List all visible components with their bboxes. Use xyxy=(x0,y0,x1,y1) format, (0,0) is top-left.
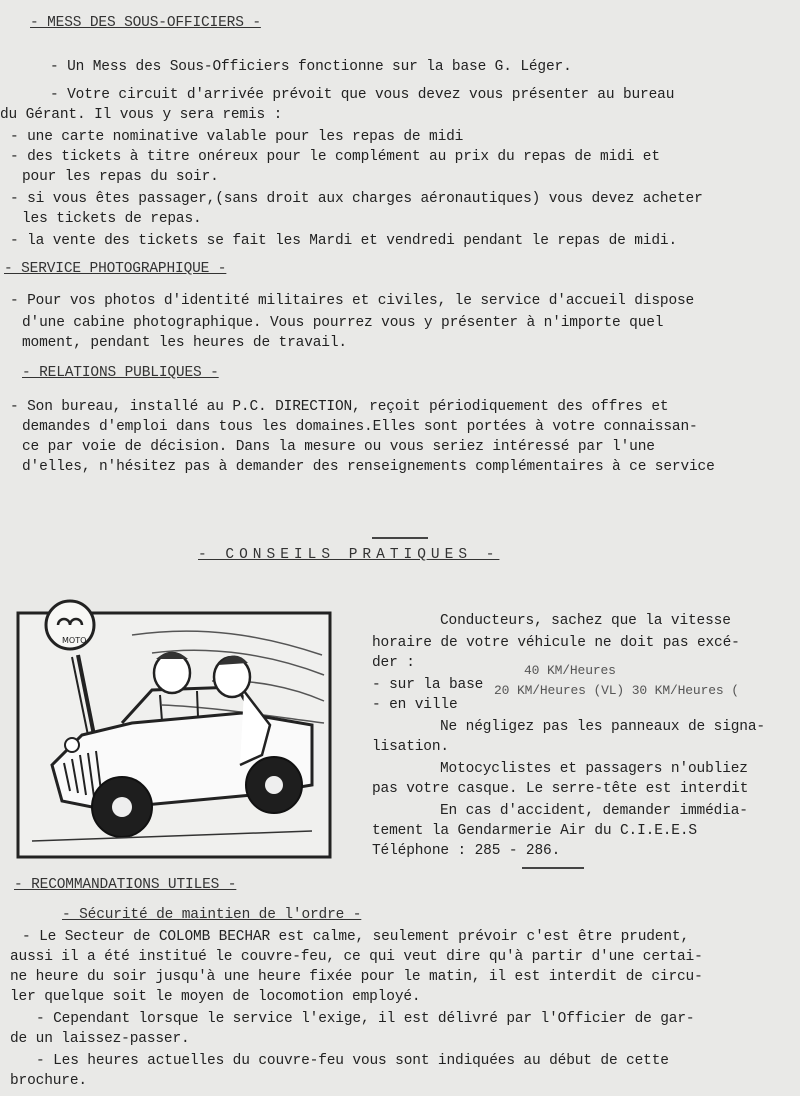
heading-mess: - MESS DES SOUS-OFFICIERS - xyxy=(30,15,261,31)
mess-line-1: - Un Mess des Sous-Officiers fonctionne sur la base G. Léger. xyxy=(50,59,572,75)
relations-line-3: ce par voie de décision. Dans la mesure ou vous seriez intéressé par l'une xyxy=(22,439,655,455)
conseils-line-9: pas votre casque. Le serre-tête est interdit xyxy=(372,781,749,797)
relations-line-2: demandes d'emploi dans tous les domaines.Elles sont portées à votre connaissan- xyxy=(22,419,698,435)
reco-line-1: - Le Secteur de COLOMB BECHAR est calme, seulement prévoir c'est être prudent, xyxy=(22,929,690,945)
conseils-line-11: tement la Gendarmerie Air du C.I.E.E.S xyxy=(372,823,697,839)
speed-ville: 20 KM/Heures (VL) 30 KM/Heures ( xyxy=(494,683,739,698)
conseils-line-12: Téléphone : 285 - 286. xyxy=(372,843,561,859)
conseils-line-8: Motocyclistes et passagers n'oubliez xyxy=(440,761,748,777)
conseils-line-5: - en ville xyxy=(372,697,458,713)
conseils-line-7: lisation. xyxy=(372,739,449,755)
mess-line-5: - des tickets à titre onéreux pour le complément au prix du repas de midi et xyxy=(10,149,660,165)
relations-line-4: d'elles, n'hésitez pas à demander des renseignements complémentaires à ce service xyxy=(22,459,715,475)
conseils-line-10: En cas d'accident, demander immédia- xyxy=(440,803,748,819)
reco-line-2: aussi il a été institué le couvre-feu, ce qui veut dire qu'à partir d'une certai- xyxy=(10,949,703,965)
reco-line-8: brochure. xyxy=(10,1073,87,1089)
driving-cartoon-illustration xyxy=(12,595,338,863)
mess-line-4: - une carte nominative valable pour les repas de midi xyxy=(10,129,464,145)
heading-ornament xyxy=(370,534,430,542)
section-ornament xyxy=(520,864,586,872)
heading-relations: - RELATIONS PUBLIQUES - xyxy=(22,365,219,381)
mess-line-8: les tickets de repas. xyxy=(22,211,202,227)
conseils-line-4: - sur la base xyxy=(372,677,484,693)
conseils-line-1: Conducteurs, sachez que la vitesse xyxy=(440,613,731,629)
reco-line-5: - Cependant lorsque le service l'exige, il est délivré par l'Officier de gar- xyxy=(36,1011,695,1027)
heading-photo: - SERVICE PHOTOGRAPHIQUE - xyxy=(4,261,227,277)
conseils-line-3: der : xyxy=(372,655,415,671)
heading-recommandations: - RECOMMANDATIONS UTILES - xyxy=(14,877,237,893)
reco-line-7: - Les heures actuelles du couvre-feu vous sont indiquées au début de cette xyxy=(36,1053,669,1069)
speed-base: 40 KM/Heures xyxy=(524,663,616,678)
photo-line-3: moment, pendant les heures de travail. xyxy=(22,335,347,351)
conseils-line-2: horaire de votre véhicule ne doit pas excé- xyxy=(372,635,740,651)
reco-line-6: de un laissez-passer. xyxy=(10,1031,190,1047)
mess-line-9: - la vente des tickets se fait les Mardi et vendredi pendant le repas de midi. xyxy=(10,233,678,249)
relations-line-1: - Son bureau, installé au P.C. DIRECTION, reçoit périodiquement des offres et xyxy=(10,399,669,415)
reco-line-4: ler quelque soit le moyen de locomotion employé. xyxy=(10,989,421,1005)
conseils-line-6: Ne négligez pas les panneaux de signa- xyxy=(440,719,765,735)
mess-line-6: pour les repas du soir. xyxy=(22,169,219,185)
sign-label: MOTO xyxy=(62,636,87,645)
mess-line-7: - si vous êtes passager,(sans droit aux charges aéronautiques) vous devez acheter xyxy=(10,191,703,207)
heading-conseils: - CONSEILS PRATIQUES - xyxy=(198,547,500,563)
photo-line-1: - Pour vos photos d'identité militaires et civiles, le service d'accueil dispose xyxy=(10,293,695,309)
reco-line-3: ne heure du soir jusqu'à une heure fixée pour le matin, il est interdit de circu- xyxy=(10,969,703,985)
mess-line-2: - Votre circuit d'arrivée prévoit que vous devez vous présenter au bureau xyxy=(50,87,675,103)
photo-line-2: d'une cabine photographique. Vous pourrez vous y présenter à n'importe quel xyxy=(22,315,664,331)
subheading-securite: - Sécurité de maintien de l'ordre - xyxy=(62,907,362,923)
mess-line-3: du Gérant. Il vous y sera remis : xyxy=(0,107,283,123)
